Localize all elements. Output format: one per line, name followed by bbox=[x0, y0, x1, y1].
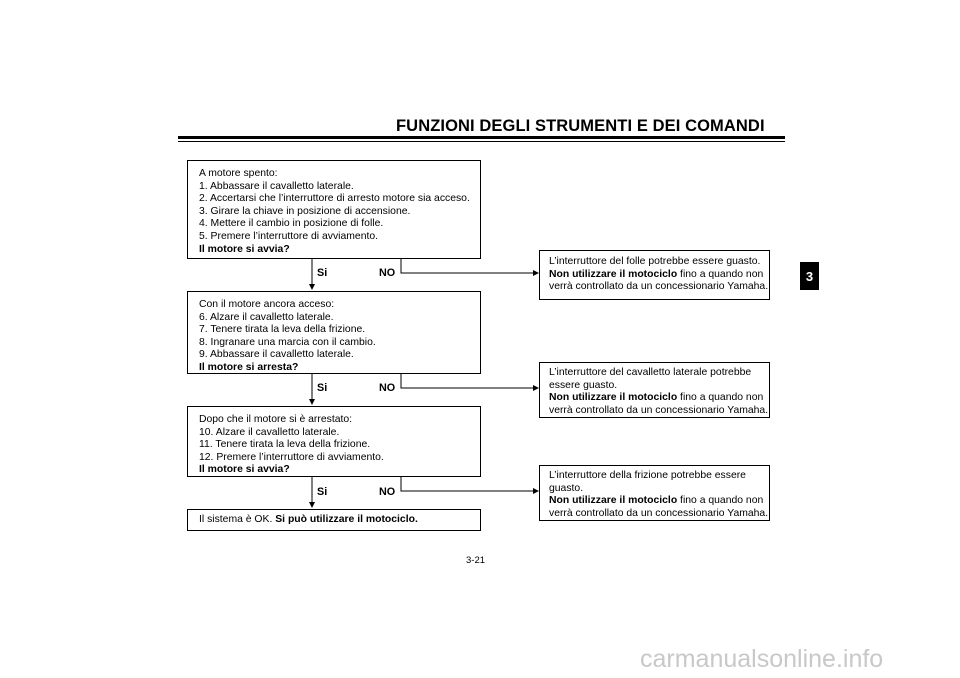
step-line: 2. Accertarsi che l’interruttore di arresto motore sia acceso. bbox=[199, 193, 470, 205]
arrow-no-2 bbox=[401, 373, 538, 388]
step-line: 10. Alzare il cavalletto laterale. bbox=[199, 426, 340, 438]
step-line: 8. Ingranare una marcia con il cambio. bbox=[199, 336, 376, 348]
step-question: Il motore si arresta? bbox=[199, 361, 299, 373]
page-number: 3-21 bbox=[466, 555, 486, 566]
step-line: Con il motore ancora acceso: bbox=[199, 299, 335, 310]
note-line: fino a quando non bbox=[677, 495, 764, 507]
arrow-no-3 bbox=[401, 476, 538, 491]
note-bold: Non utilizzare il motociclo bbox=[549, 392, 678, 404]
step-line: 1. Abbassare il cavalletto laterale. bbox=[199, 180, 354, 192]
step-line: 3. Girare la chiave in posizione di accensione. bbox=[199, 205, 411, 217]
note-line: fino a quando non bbox=[677, 268, 764, 280]
step-line: 12. Premere l’interruttore di avviamento. bbox=[199, 451, 384, 463]
note-bold: Non utilizzare il motociclo bbox=[549, 268, 678, 280]
note-line: fino a quando non bbox=[677, 392, 764, 404]
flow-step-box-2 bbox=[187, 291, 481, 374]
note-line: verrà controllato da un concessionario Yamaha. bbox=[549, 507, 769, 519]
yes-label-1: Si bbox=[317, 267, 328, 279]
note-bold: Non utilizzare il motociclo bbox=[549, 495, 678, 507]
warning-note-1 bbox=[539, 250, 770, 300]
note-line: L’interruttore del cavalletto laterale potrebbe bbox=[549, 367, 752, 378]
step-line: 7. Tenere tirata la leva della frizione. bbox=[199, 324, 366, 336]
note-line: guasto. bbox=[549, 482, 584, 494]
flow-step-box-1 bbox=[187, 160, 481, 259]
yes-label-2: Si bbox=[317, 382, 328, 394]
step-line: Dopo che il motore si è arrestato: bbox=[199, 414, 353, 425]
step-question: Il motore si avvia? bbox=[199, 243, 290, 255]
result-prefix: Il sistema è OK. bbox=[199, 514, 276, 525]
warning-note-2 bbox=[539, 362, 770, 418]
watermark-text: carmanualsonline.info bbox=[640, 645, 884, 673]
step-line: 9. Abbassare il cavalletto laterale. bbox=[199, 349, 354, 361]
note-line: verrà controllato da un concessionario Yamaha. bbox=[549, 281, 769, 293]
yes-label-3: Si bbox=[317, 486, 328, 498]
arrow-no-1 bbox=[401, 258, 538, 273]
no-label-3: NO bbox=[379, 486, 396, 498]
warning-note-3 bbox=[539, 465, 770, 521]
chapter-tab[interactable]: 3 bbox=[800, 262, 819, 290]
note-line: L’interruttore della frizione potrebbe essere bbox=[549, 470, 746, 481]
result-bold: Si può utilizzare il motociclo. bbox=[275, 514, 418, 525]
step-question: Il motore si avvia? bbox=[199, 464, 290, 476]
step-line: 11. Tenere tirata la leva della frizione. bbox=[199, 439, 371, 451]
step-line: 5. Premere l’interruttore di avviamento. bbox=[199, 230, 379, 242]
no-label-2: NO bbox=[379, 382, 396, 394]
step-line: 6. Alzare il cavalletto laterale. bbox=[199, 311, 334, 323]
step-line: 4. Mettere il cambio in posizione di folle. bbox=[199, 218, 384, 230]
flow-step-box-3 bbox=[187, 406, 481, 477]
note-line: verrà controllato da un concessionario Yamaha. bbox=[549, 404, 769, 416]
note-line: L’interruttore del folle potrebbe essere guasto. bbox=[549, 256, 761, 267]
flow-result-box bbox=[187, 509, 481, 531]
no-label-1: NO bbox=[379, 267, 396, 279]
step-line: A motore spento: bbox=[199, 168, 278, 179]
note-line: essere guasto. bbox=[549, 379, 618, 391]
page-header-title: FUNZIONI DEGLI STRUMENTI E DEI COMANDI bbox=[396, 117, 765, 135]
